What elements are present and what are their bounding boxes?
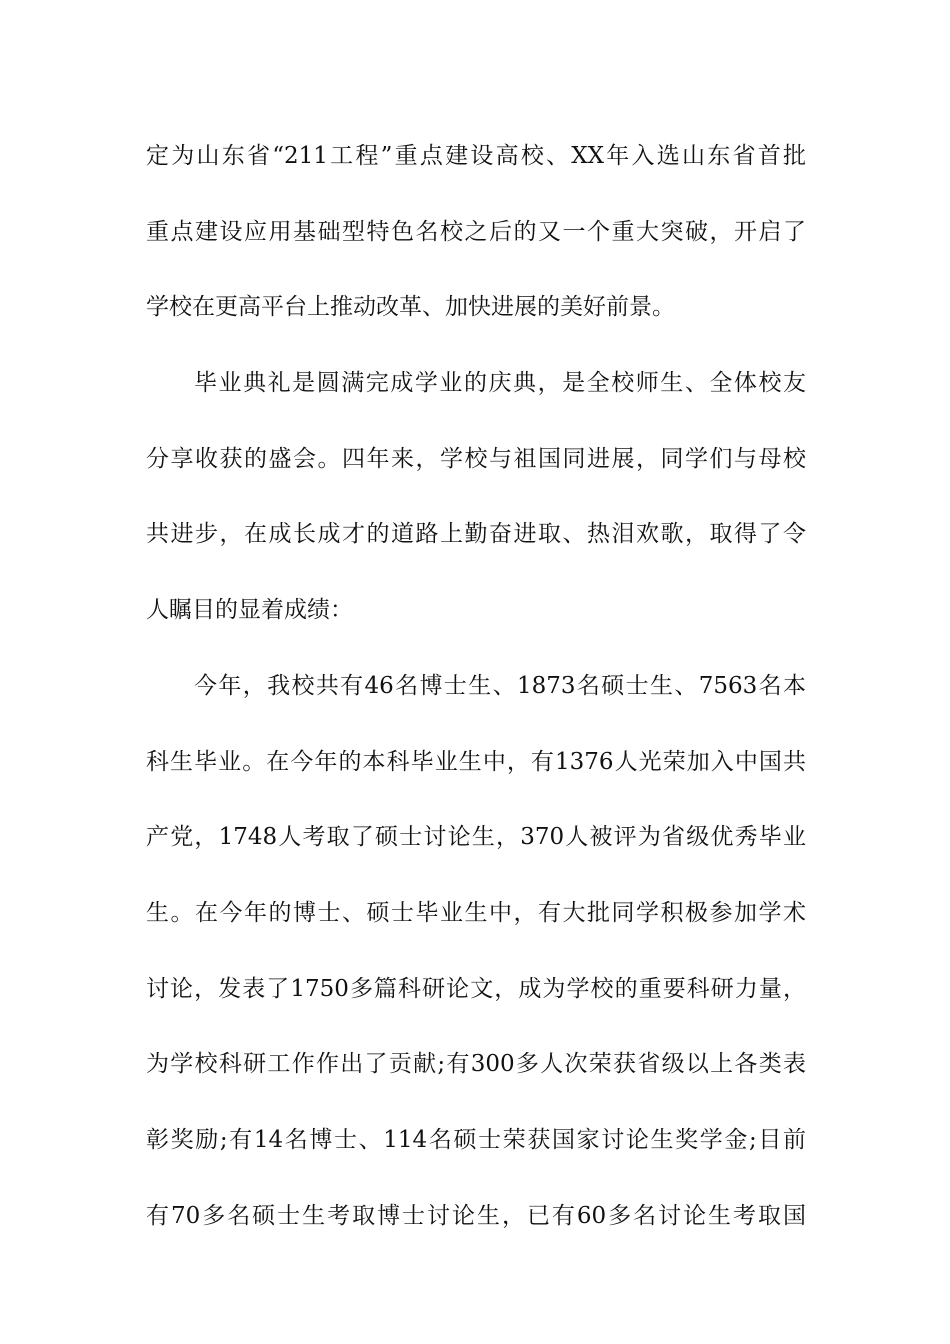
text-line: 科生毕业。在今年的本科毕业生中，有1376人光荣加入中国共 — [146, 748, 806, 775]
text-line: 产党，1748人考取了硕士讨论生，370人被评为省级优秀毕业 — [146, 824, 806, 851]
text-line: 学校在更高平台上推动改革、加快进展的美好前景。 — [146, 294, 675, 321]
text-line: 有70多名硕士生考取博士讨论生，已有60多名讨论生考取国 — [146, 1202, 806, 1229]
text-line: 共进步，在成长成才的道路上勤奋进取、热泪欢歌，取得了令 — [146, 521, 806, 548]
text-line: 人瞩目的显着成绩： — [146, 597, 353, 624]
text-line: 毕业典礼是圆满完成学业的庆典，是全校师生、全体校友 — [194, 370, 806, 397]
text-line: 今年，我校共有46名博士生、1873名硕士生、7563名本 — [194, 672, 806, 699]
text-line: 分享收获的盛会。四年来，学校与祖国同进展，同学们与母校 — [146, 445, 806, 472]
text-line: 彰奖励;有14名博士、114名硕士荣获国家讨论生奖学金;目前 — [146, 1126, 806, 1153]
text-line: 生。在今年的博士、硕士毕业生中，有大批同学积极参加学术 — [146, 899, 806, 926]
text-line: 定为山东省“211工程”重点建设高校、XX年入选山东省首批 — [146, 143, 806, 169]
text-line: 为学校科研工作作出了贡献;有300多人次荣获省级以上各类表 — [146, 1051, 806, 1078]
text-line: 重点建设应用基础型特色名校之后的又一个重大突破，开启了 — [146, 218, 806, 245]
document-body — [146, 131, 806, 1266]
text-line: 讨论，发表了1750多篇科研论文，成为学校的重要科研力量， — [146, 975, 806, 1002]
